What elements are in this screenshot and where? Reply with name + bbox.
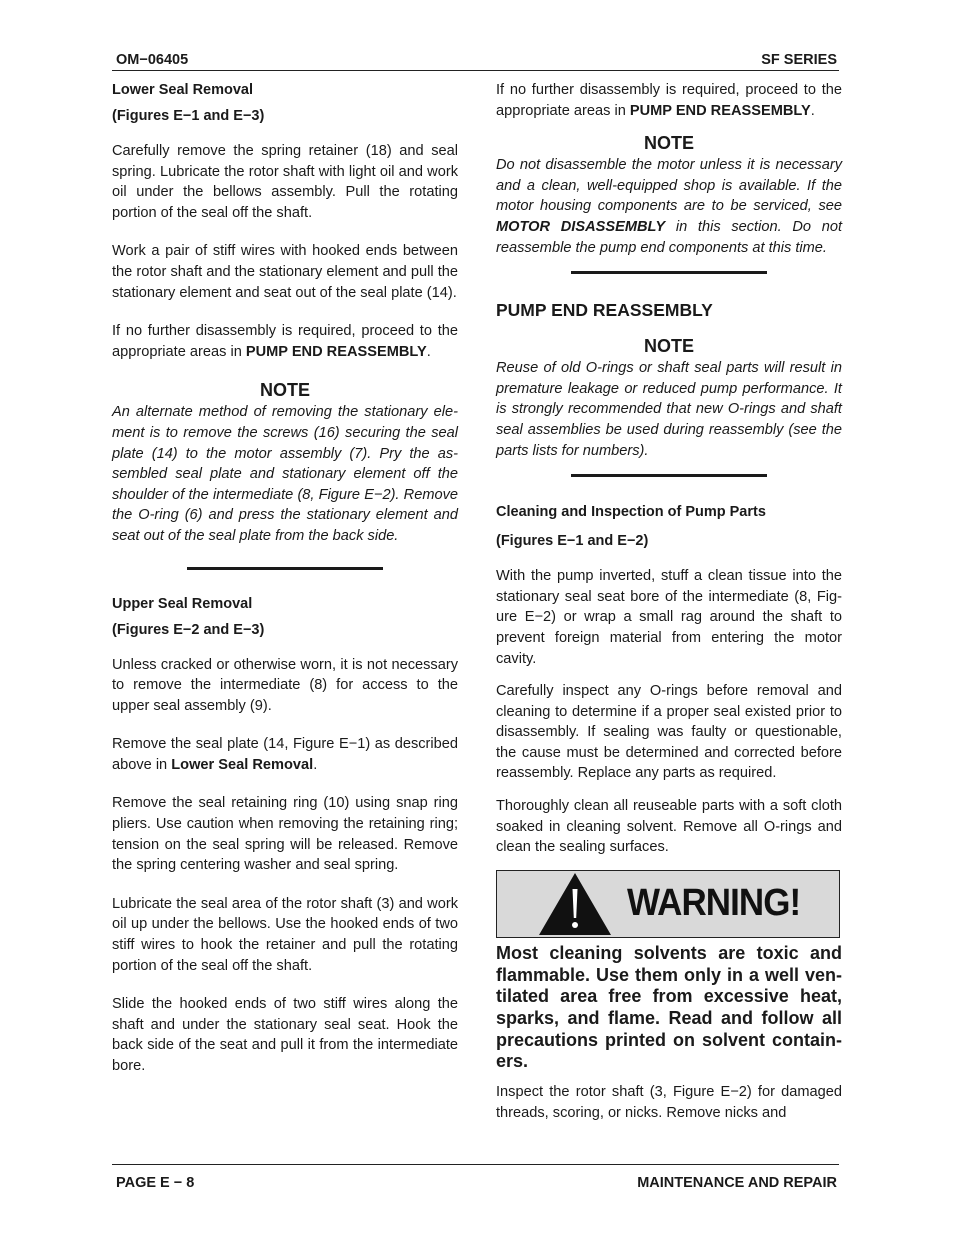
right-column (496, 80, 842, 1123)
reassembly-reference-paragraph: If no further disassembly is required, proceed to the appropriate areas in PUMP END REASSEMBLY. (496, 82, 842, 119)
lower-seal-heading: Lower Seal Removal (112, 82, 254, 98)
inspection-paragraph: Inspect the rotor shaft (3, Figure E−2) for damaged threads, scoring, or nicks. Remove nicks and (496, 1084, 842, 1121)
warning-banner (496, 870, 840, 938)
upper-seal-paragraph-5: Slide the hooked ends of two stiff wires along the shaft and under the stationary seal seat. Hook the back side of the seat and pull it from the intermediate bore. (112, 996, 458, 1074)
reassembly-note-text: Reuse of old O-rings or shaft seal parts will result in premature leakage or reduced pump performance. It is strongly recommended that new O-rings and shaft seal assemblies be used during reassembly (see the parts lists for numbers). (496, 360, 842, 459)
lower-seal-figures: (Figures E−1 and E−3) (112, 108, 265, 124)
warning-text: Most cleaning solvents are toxic and flammable. Use them only in a well ventilated area free from excessive heat, sparks, and flame. Read and follow all precautions printed on solvent containers. (496, 942, 842, 1072)
upper-seal-paragraph-2: Remove the seal plate (14, Figure E−1) as described above in Lower Seal Removal. (112, 736, 458, 773)
upper-seal-heading: Upper Seal Removal (112, 595, 253, 612)
series-title: SF SERIES (761, 52, 837, 68)
motor-note-heading: NOTE (643, 133, 694, 154)
reassembly-note-divider (571, 474, 767, 477)
upper-seal-figures: (Figures E−2 and E−3) (112, 621, 265, 638)
cleaning-figures: (Figures E−1 and E−2) (496, 533, 649, 550)
note-divider (187, 567, 383, 570)
section-title: MAINTENANCE AND REPAIR (637, 1175, 837, 1191)
document-number: OM−06405 (116, 52, 189, 68)
note-text: An alternate method of removing the stationary element is to remove the screws (16) securing the seal plate (14) to the motor assembly (7). Pry the assembled seal plate and stationary element off the shoulder of the intermediate (8, Figure E−2). Remove the O-ring (6) and press the stationary element and seat out of the seal plate from the back side. (112, 404, 458, 544)
lower-seal-paragraph-3: If no further disassembly is required, proceed to the appropriate areas in PUMP END REASSEMBLY. (112, 323, 458, 360)
cleaning-paragraph-1: With the pump inverted, stuff a clean tissue into the stationary seal seat bore of the intermediate (8, Figure E−2) or wrap a small rag around the shaft to prevent foreign material from entering the motor cavity. (496, 568, 842, 667)
warning-label: WARNING! (627, 881, 801, 924)
lower-seal-paragraph-1: Carefully remove the spring retainer (18) and seal spring. Lubricate the rotor shaft with light oil and work oil under the bellows assembly. Pull the rotating portion of the seal off the shaft. (112, 143, 458, 221)
warning-triangle-icon (539, 873, 611, 935)
footer-rule (112, 1164, 839, 1165)
pump-end-reassembly-heading: PUMP END REASSEMBLY (496, 300, 713, 321)
cleaning-paragraph-3: Thoroughly clean all reuseable parts with a soft cloth soaked in cleaning solvent. Remove all O-rings and clean the sealing surfaces. (496, 798, 842, 856)
upper-seal-paragraph-1: Unless cracked or otherwise worn, it is not necessary to remove the intermediate (8) for access to the upper seal assembly (9). (112, 656, 458, 714)
note-heading: NOTE (259, 380, 310, 401)
left-column (112, 80, 458, 1077)
motor-note-text: Do not disassemble the motor unless it is necessary and a clean, well-equipped shop is available. If the motor housing components are to be serviced, see MOTOR DISASSEMBLY in this section. Do not reassemble the pump end components at this time. (496, 157, 842, 256)
lower-seal-paragraph-2: Work a pair of stiff wires with hooked ends between the rotor shaft and the stationary element and pull the stationary element and seat out of the seal plate (14). (112, 243, 458, 301)
cleaning-heading: Cleaning and Inspection of Pump Parts (496, 504, 766, 521)
header-rule (112, 70, 839, 71)
reassembly-note-heading: NOTE (643, 336, 694, 357)
cleaning-paragraph-2: Carefully inspect any O-rings before removal and cleaning to determine if a proper seal existed prior to disassembly. If sealing was faulty or questionable, the cause must be determined and corrected before reassembly. Replace any parts as required. (496, 683, 842, 782)
motor-note-divider (571, 271, 767, 274)
upper-seal-paragraph-4: Lubricate the seal area of the rotor shaft (3) and work oil up under the bellows. Use the hooked ends of two stiff wires to hook the retainer and pull the rotating portion of the seal off the shaft. (112, 895, 458, 974)
page-number: PAGE E − 8 (116, 1175, 195, 1191)
upper-seal-paragraph-3: Remove the seal retaining ring (10) using snap ring pliers. Use caution when removing the retaining ring; tension on the seal spring will be released. Remove the spring centering washer and seal spring. (112, 795, 458, 874)
